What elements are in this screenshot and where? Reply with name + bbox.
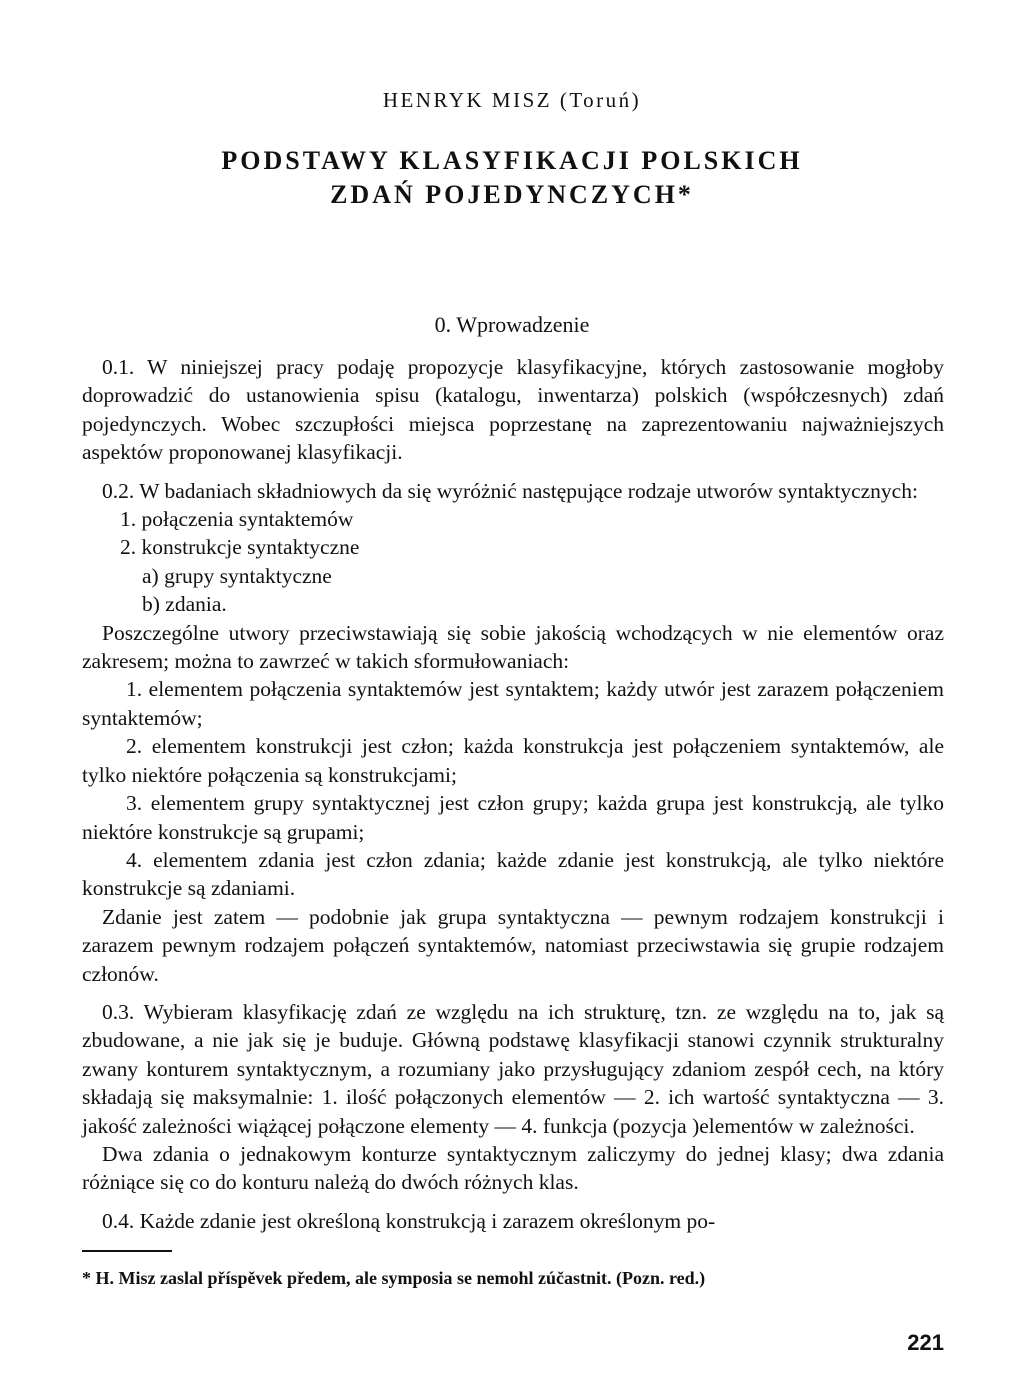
paragraph-0-3-classes: Dwa zdania o jednakowym konturze syntaktycznym zaliczymy do jednej klasy; dwa zdania różniące się co do konturu należą do dwóch różnych klas. — [82, 1141, 944, 1195]
paragraph-0-3: 0.3. Wybieram klasyfikację zdań ze względu na ich strukturę, tzn. ze względu na to, jak są zbudowane, a nie jak się je buduje. Główną podstawę klasyfikacji stanowi czynnik strukturalny zwany konturem syntaktycznym, a rozumiany jako przysługujący zdaniom zespół cech, na który składają się maksymalnie: 1. ilość połączonych elementów — 2. ich wartość syntaktyczna — 3. jakość zależności wiążącej połączone elementy — 4. funkcja (pozycja )elementów w zależności. — [82, 999, 944, 1138]
formulation-4: 4. elementem zdania jest człon zdania; każde zdanie jest konstrukcją, ale tylko niektóre konstrukcje są zdaniami. — [82, 847, 944, 901]
section-heading: 0. Wprowadzenie — [434, 312, 590, 337]
list-item-2b: b) zdania. — [142, 592, 227, 617]
paragraph-0-2: 0.2. W badaniach składniowych da się wyróżnić następujące rodzaje utworów syntaktycznych: — [102, 478, 918, 503]
list-item-2a: a) grupy syntaktyczne — [142, 563, 332, 588]
formulation-3: 3. elementem grupy syntaktycznej jest człon grupy; każda grupa jest konstrukcją, ale tylko niektóre konstrukcje są grupami; — [82, 791, 944, 844]
paragraph-0-4: 0.4. Każde zdanie jest określoną konstrukcją i zarazem określonym po- — [102, 1208, 716, 1233]
list-item-2: 2. konstrukcje syntaktyczne — [120, 535, 360, 560]
title-line-1: PODSTAWY KLASYFIKACJI POLSKICH — [221, 146, 803, 175]
paragraph-0-2-conclusion: Zdanie jest zatem — podobnie jak grupa syntaktyczna — pewnym rodzajem konstrukcji i zarazem pewnym rodzajem połączeń syntaktemów, natomiast przeciwstawia się grupie rodzajem członów. — [82, 904, 944, 986]
body-text — [82, 353, 944, 1235]
formulation-2: 2. elementem konstrukcji jest człon; każda konstrukcja jest połączeniem syntaktemów, ale tylko niektóre połączenia są konstrukcjami; — [82, 734, 944, 787]
author-line: HENRYK MISZ (Toruń) — [382, 88, 642, 112]
formulation-1: 1. elementem połączenia syntaktemów jest syntaktem; każdy utwór jest zarazem połączeniem syntaktemów; — [82, 677, 944, 730]
title-line-2: ZDAŃ POJEDYNCZYCH* — [330, 180, 694, 209]
footnote-divider — [82, 1250, 172, 1252]
page-number: 221 — [907, 1330, 944, 1355]
paragraph-0-2-contrast: Poszczególne utwory przeciwstawiają się sobie jakością wchodzących w nie elementów oraz zakresem; można to zawrzeć w takich sformułowaniach: — [82, 620, 944, 674]
footnote: * H. Misz zaslal příspěvek předem, ale symposia se nemohl zúčastnit. (Pozn. red.) — [82, 1268, 706, 1288]
list-item-1: 1. połączenia syntaktemów — [120, 507, 354, 532]
paragraph-0-1: 0.1. W niniejszej pracy podaję propozycje klasyfikacyjne, których zastosowanie mogłoby doprowadzić do ustanowienia spisu (katalogu, inwentarza) polskich (współczesnych) zdań pojedynczych. Wobec szczupłości miejsca poprzestanę na zaprezentowaniu najważniejszych aspektów proponowanej klasyfikacji. — [82, 355, 944, 465]
